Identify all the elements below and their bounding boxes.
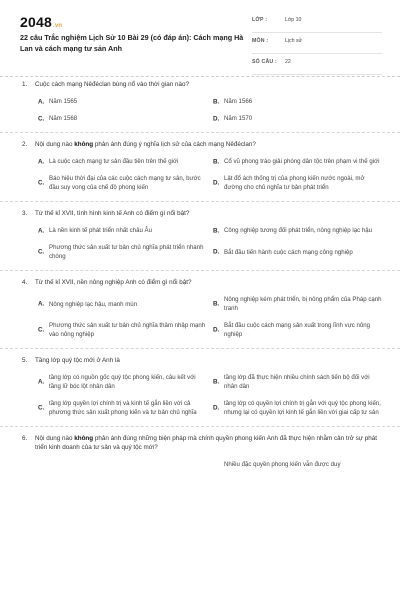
question-number: 4. [22,279,28,286]
question-1 [0,80,400,131]
answer-option[interactable]: C. Năm 1568 [38,115,78,122]
answer-option[interactable]: B. Năm 1566 [213,98,253,105]
meta-count-row: SỐ CÂU : 22 [252,57,382,75]
question-2 [0,140,400,200]
question-number: 5. [22,357,28,364]
header-divider [0,76,400,77]
question-text: 2. Nội dung nào không phản ánh đúng ý nghĩa lịch sử của cách mạng Nêđéclan? [22,141,256,148]
question-number: 2. [22,141,28,148]
question-number: 3. [22,210,28,217]
answer-option[interactable]: C. Phương thức sản xuất tư bản chủ nghĩa thâm nhập mạnh vào nông nghiệp [38,322,206,338]
document-title: 22 câu Trắc nghiệm Lịch Sử 10 Bài 29 (có đáp án): Cách mạng Hà Lan và cách mạng tư sản Anh [20,33,244,53]
answer-option[interactable]: A. Nông nghiệp lạc hậu, manh mún [38,300,138,308]
question-number: 6. [22,435,28,442]
answer-option[interactable]: D. tầng lớp có quyền lợi chính trị gắn với quý tộc phong kiến, nhưng lại có quyền lợi kinh tế gắn liền với giai cấp tư sản [213,400,381,416]
question-separator [0,270,400,271]
question-text: 3. Từ thế kỉ XVII, tình hình kinh tế Anh có điểm gì nổi bật? [22,210,190,217]
page-header [0,0,400,74]
answer-option[interactable]: A. tầng lớp có nguồn gốc quý tộc phong kiến, câu kết với tầng lữ bóc lột nhân dân [38,374,196,390]
question-number: 1. [22,81,28,88]
answer-option[interactable]: B. Công nghiệp tương đối phát triển, nông nghiệp lạc hậu [213,227,373,234]
question-separator [0,426,400,427]
answer-option[interactable]: D. Bắt đầu tiến hành cuộc cách mạng công nghiệp [213,248,353,256]
answer-option[interactable]: A. Là nền kinh tế phát triển nhất châu Âu [38,227,152,234]
question-6 [0,434,400,477]
answer-options [22,373,382,425]
meta-grade-row: LỚP : Lớp 10 [252,15,382,33]
question-separator [0,348,400,349]
question-separator [0,132,400,133]
answer-option[interactable]: A. Là cuộc cách mạng tư sản đầu tiên trên thế giới [38,158,179,165]
answer-option[interactable]: B. Nông nghiệp kém phát triển, bị nông phẩm của Pháp cạnh tranh [213,296,382,312]
answer-options [22,157,382,200]
answer-option[interactable]: D. Lật đổ ách thống trị của phong kiến nước ngoài, mở đường cho chủ nghĩa tư bản phát triển [213,175,365,191]
answer-options [22,295,382,347]
question-text: 5. Tầng lớp quý tộc mới ở Anh là [22,357,120,364]
question-text: 4. Từ thế kỉ XVII, nền nông nghiệp Anh có điểm gì nổi bật? [22,279,192,286]
question-3 [0,209,400,269]
answer-options [22,226,382,269]
answer-option[interactable] [38,460,209,469]
answer-options [22,460,382,477]
meta-subject-row: MÔN : Lịch sử [252,36,382,54]
answer-option[interactable]: B. Cổ vũ phong trào giải phóng dân tộc trên phạm vi thế giới [213,158,380,165]
answer-options [22,97,382,131]
question-text: 6. Nội dung nào không phản ánh đúng những biện pháp mà chính quyền phong kiến Anh đã thực hiện nhằm cản trở sự phát triển kinh doanh của tư sản và quý tộc mới? [22,435,378,451]
question-text: 1. Cuộc cách mạng Nêđéclan bùng nổ vào thời gian nào? [22,81,189,88]
site-logo[interactable]: 2048.vn [20,14,63,30]
question-5 [0,356,400,425]
answer-option[interactable]: C. Phương thức sản xuất tư bản chủ nghĩa phát triển nhanh chóng [38,244,204,260]
answer-option[interactable]: C. Báo hiệu thời đại của các cuộc cách mạng tư sản, bước đầu suy vong của chế độ phong kiến [38,175,201,191]
document-meta [252,15,382,78]
answer-option[interactable]: C. tầng lớp quyền lợi chính trị và kinh tế gắn liền với cả phương thức sản xuất phong kiến và tư bản chủ nghĩa [38,400,197,416]
question-4 [0,278,400,347]
answer-option[interactable]: B. tầng lớp đã thực hiện nhiều chính sách tiến bộ đối với nhân dân [213,374,370,390]
question-separator [0,201,400,202]
answer-option[interactable]: D. Năm 1570 [213,115,253,122]
answer-option[interactable]: Nhiều đặc quyền phong kiến vẫn được duy [224,461,341,468]
answer-option[interactable]: D. Bắt đầu cuộc cách mạng sản xuất trong lĩnh vực nông nghiệp [213,322,371,338]
answer-option[interactable]: A. Năm 1565 [38,98,78,105]
question-list [0,80,400,477]
